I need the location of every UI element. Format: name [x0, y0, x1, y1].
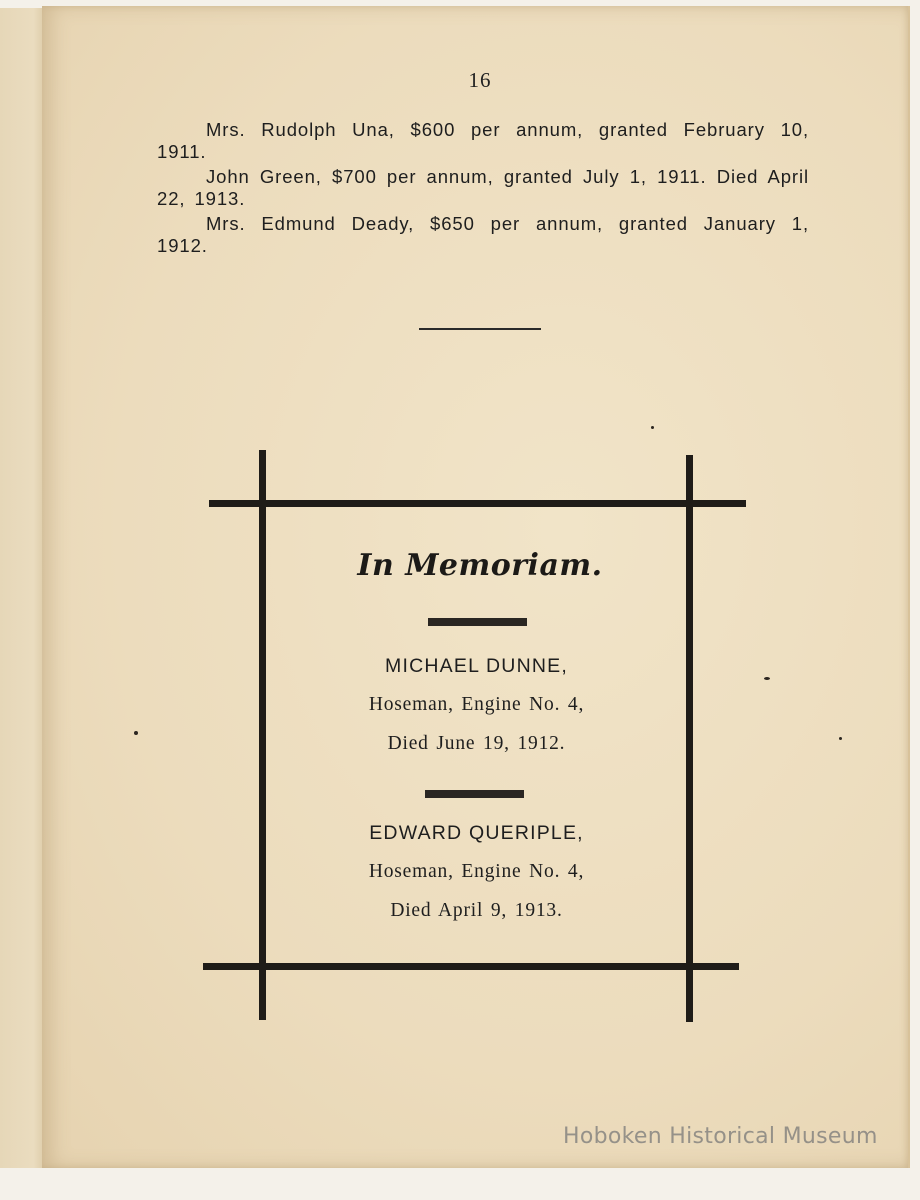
page-number: 16 — [468, 68, 492, 92]
memorial-died: Died April 9, 1913. — [390, 900, 563, 921]
frame-bar-top — [209, 500, 746, 507]
pension-entry: Mrs. Rudolph Una, $600 per annum, granted February 10, 1911. — [157, 119, 809, 162]
pension-entry: John Green, $700 per annum, granted July 1, 1911. Died April 22, 1913. — [157, 166, 809, 209]
section-rule — [419, 328, 541, 330]
memorial-died: Died June 19, 1912. — [387, 733, 566, 754]
paper-speck — [134, 731, 138, 735]
paper-speck — [839, 737, 842, 740]
memorial-divider — [425, 790, 524, 798]
memorial-name: EDWARD QUERIPLE, — [369, 822, 584, 844]
memorial-role: Hoseman, Engine No. 4, — [368, 861, 585, 882]
memorial-title: In Memoriam. — [357, 548, 603, 583]
memorial-name: MICHAEL DUNNE, — [385, 655, 568, 677]
paper-speck — [651, 426, 654, 429]
frame-bar-bottom — [203, 963, 739, 970]
pension-entries — [157, 119, 809, 260]
memorial-role: Hoseman, Engine No. 4, — [368, 694, 585, 715]
pension-entry: Mrs. Edmund Deady, $650 per annum, granted January 1, 1912. — [157, 213, 809, 256]
paper-speck — [764, 677, 770, 680]
museum-watermark: Hoboken Historical Museum — [563, 1124, 878, 1149]
memorial-divider — [428, 618, 527, 626]
